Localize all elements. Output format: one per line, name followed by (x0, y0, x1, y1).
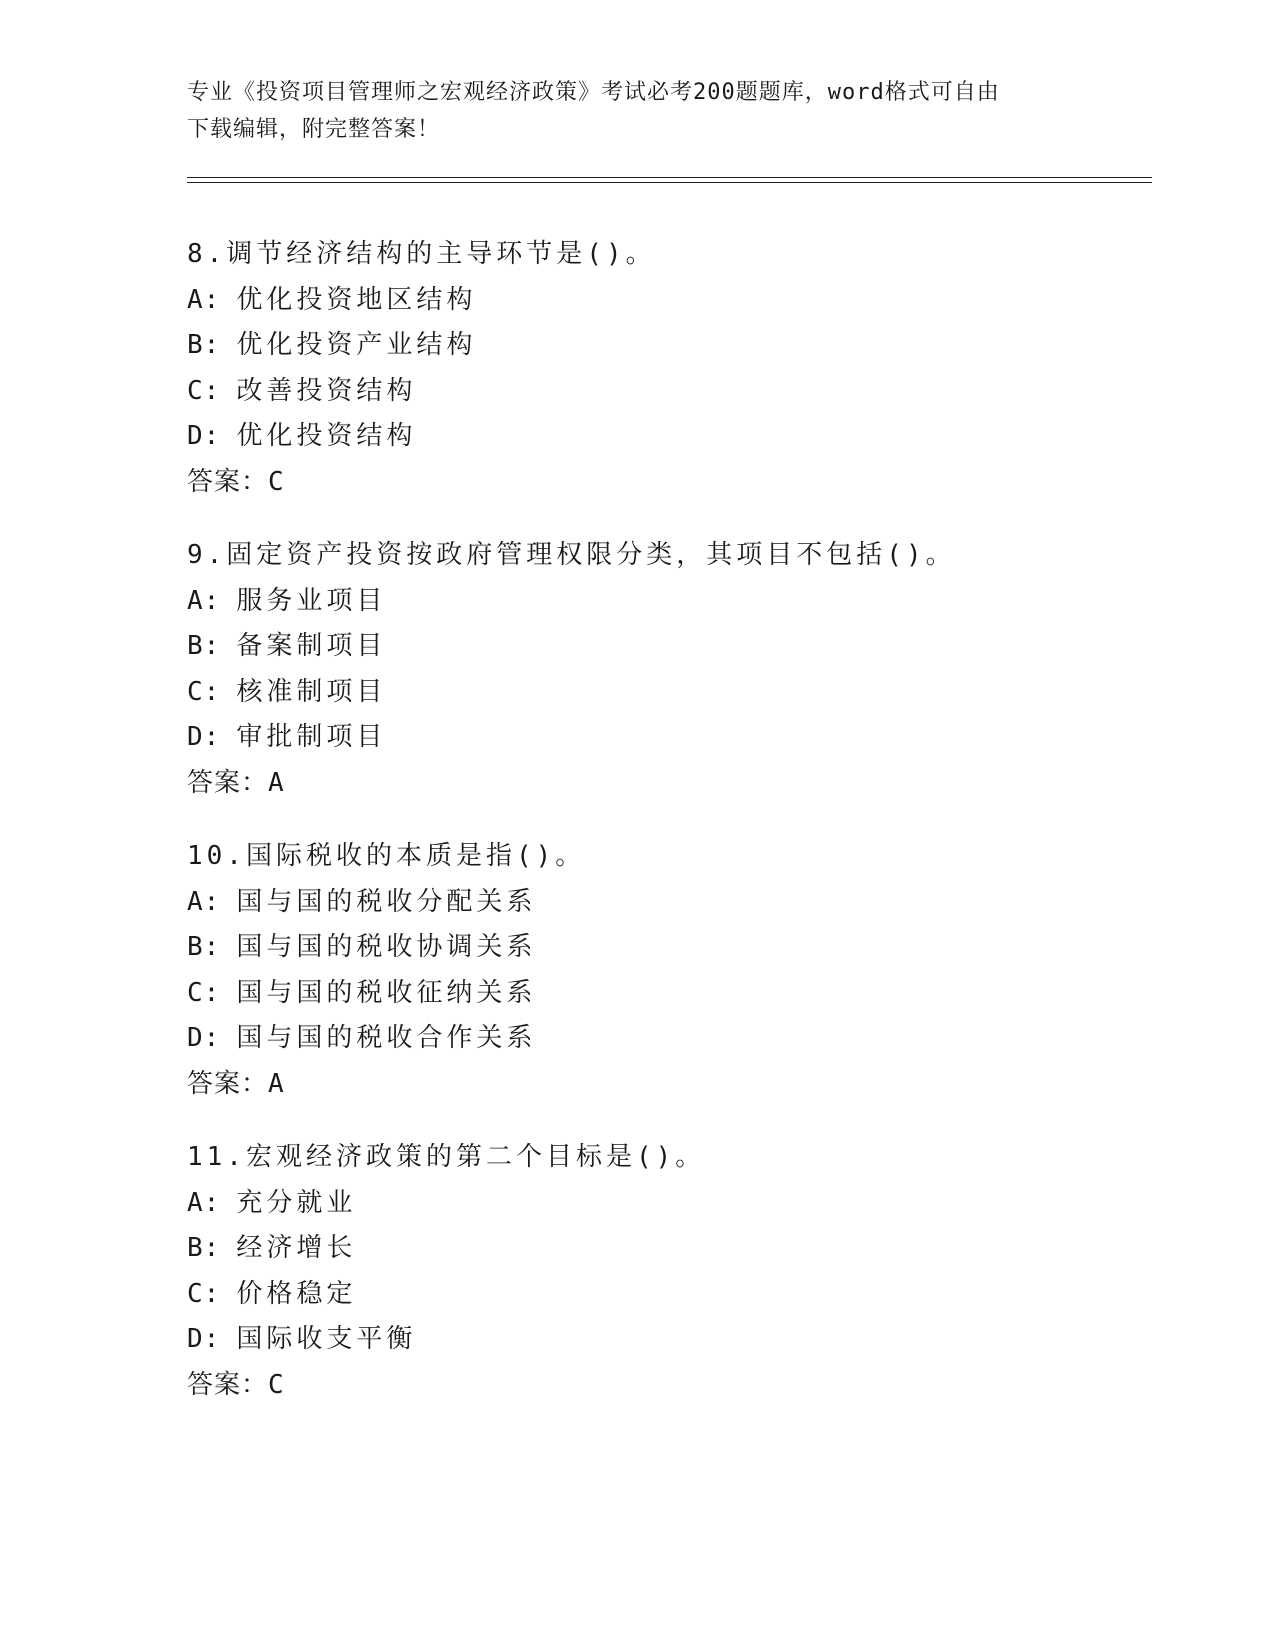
option-d (187, 414, 1147, 460)
option-text: 价格稳定 (236, 1278, 357, 1309)
option-text: 审批制项目 (236, 722, 387, 752)
option-letter: A: (187, 585, 221, 616)
option-c (187, 1272, 1147, 1318)
option-letter: D: (187, 1023, 221, 1053)
option-c (187, 971, 1147, 1017)
answer-label: 答案： (187, 466, 269, 497)
question-block (187, 1135, 1147, 1408)
option-text: 国际收支平衡 (236, 1324, 417, 1354)
option-text: 改善投资结构 (236, 375, 417, 406)
header-divider-top (187, 177, 1152, 178)
option-letter: B: (187, 330, 221, 360)
answer-label: 答案： (187, 1068, 269, 1099)
option-a (187, 1181, 1147, 1227)
option-letter: C: (187, 1278, 221, 1309)
question-stem: 8.调节经济结构的主导环节是()。 (187, 239, 656, 269)
option-text: 国与国的税收协调关系 (236, 932, 537, 962)
question-block (187, 232, 1147, 505)
option-text: 优化投资地区结构 (236, 284, 477, 315)
option-text: 国与国的税收征纳关系 (236, 977, 537, 1008)
header-line-1: 专业《投资项目管理师之宏观经济政策》考试必考200题题库，word格式可自由 (187, 80, 1000, 105)
question-block (187, 834, 1147, 1107)
answer-line (187, 1363, 1147, 1409)
option-letter: C: (187, 375, 221, 406)
option-letter: D: (187, 722, 221, 752)
option-letter: A: (187, 886, 221, 917)
answer-value: C (268, 466, 285, 497)
answer-value: A (268, 1068, 285, 1099)
header-line-2: 下载编辑，附完整答案！ (187, 117, 441, 142)
option-letter: D: (187, 1324, 221, 1354)
option-letter: A: (187, 284, 221, 315)
option-d (187, 1317, 1147, 1363)
option-b (187, 323, 1147, 369)
option-text: 核准制项目 (236, 676, 387, 707)
option-letter: C: (187, 977, 221, 1008)
option-text: 备案制项目 (236, 631, 387, 661)
answer-line (187, 460, 1147, 506)
option-text: 国与国的税收合作关系 (236, 1023, 537, 1053)
option-letter: B: (187, 631, 221, 661)
question-stem: 9.固定资产投资按政府管理权限分类，其项目不包括()。 (187, 540, 956, 570)
option-text: 优化投资结构 (236, 421, 417, 451)
option-letter: B: (187, 1233, 221, 1263)
option-d (187, 715, 1147, 761)
question-stem: 11.宏观经济政策的第二个目标是()。 (187, 1142, 706, 1172)
header-divider-bottom (187, 182, 1152, 183)
option-c (187, 369, 1147, 415)
option-b (187, 1226, 1147, 1272)
option-letter: B: (187, 932, 221, 962)
option-text: 经济增长 (236, 1233, 357, 1263)
option-text: 优化投资产业结构 (236, 330, 477, 360)
answer-line (187, 761, 1147, 807)
question-block (187, 533, 1147, 806)
option-letter: C: (187, 676, 221, 707)
answer-value: C (268, 1369, 285, 1400)
answer-value: A (268, 767, 285, 798)
option-c (187, 670, 1147, 716)
option-text: 国与国的税收分配关系 (236, 886, 537, 917)
answer-label: 答案： (187, 1369, 269, 1400)
option-d (187, 1016, 1147, 1062)
option-letter: A: (187, 1187, 221, 1218)
option-b (187, 624, 1147, 670)
document-header (187, 74, 1087, 148)
answer-label: 答案： (187, 767, 269, 798)
option-text: 服务业项目 (236, 585, 387, 616)
option-text: 充分就业 (236, 1187, 357, 1218)
answer-line (187, 1062, 1147, 1108)
option-a (187, 880, 1147, 926)
option-a (187, 278, 1147, 324)
option-b (187, 925, 1147, 971)
option-a (187, 579, 1147, 625)
option-letter: D: (187, 421, 221, 451)
question-list (187, 232, 1147, 1436)
question-stem: 10.国际税收的本质是指()。 (187, 841, 586, 871)
